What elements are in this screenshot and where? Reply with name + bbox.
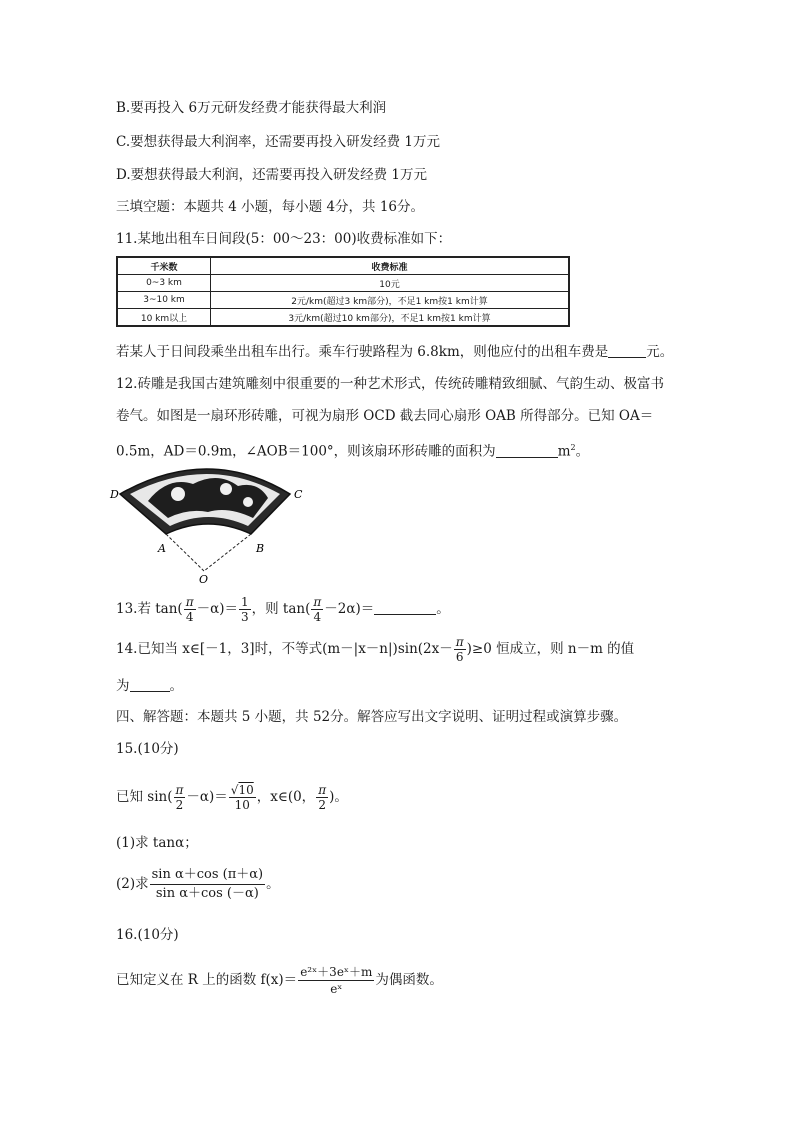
q13: 13.若 tan( $\frac{\pi}{4}$ －α)＝ $\frac{1}{3}$ ，则 tan( $\frac{\pi}{4}$ －2α)＝ 。 [116, 595, 450, 624]
table-cell: 10元 [211, 275, 570, 292]
q16-heading: 16.(10分) [116, 927, 179, 943]
fraction-sqrt10-over-10: $\frac{√10}{10}$ [230, 783, 254, 812]
q15-part-1: (1)求 tanα； [116, 835, 198, 851]
table-row [117, 275, 569, 292]
q11-question: 若某人于日间段乘坐出租车出行。乘车行驶路程为 6.8km，则他应付的出租车费是 元。 [116, 344, 674, 360]
label-a: A [158, 542, 166, 555]
q12-line-1: 12.砖雕是我国古建筑雕刻中很重要的一种艺术形式，传统砖雕精致细腻、气韵生动、极富书 [116, 376, 664, 392]
fraction-pi-over-6: $\frac{\pi}{6}$ [455, 635, 464, 664]
q16-given: 已知定义在 R 上的函数 f(x)＝ $\frac{\text{e²ˣ＋3eˣ＋m}}{\text{eˣ}}$ 为偶函数。 [116, 965, 443, 996]
section-4-title: 四、解答题：本题共 5 小题，共 52分。解答应写出文字说明、证明过程或演算步骤。 [116, 709, 628, 725]
table-header-cell: 千米数 [117, 257, 211, 275]
carving-detail [171, 487, 185, 501]
q15-part-2: (2)求 $\frac{\text{sin α＋cos (π＋α)}}{\text{sin α＋cos (－α)}}$ 。 [116, 867, 280, 901]
label-c: C [294, 488, 303, 501]
fraction-pi-over-4: $\frac{\pi}{4}$ [313, 595, 322, 624]
fraction-trig-expression: $\frac{\text{sin α＋cos (π＋α)}}{\text{sin α＋cos (－α)}}$ [151, 867, 264, 901]
table-cell: 10 km以上 [117, 309, 211, 327]
table-cell: 3元/km(超过10 km部分)，不足1 km按1 km计算 [211, 309, 570, 327]
q15-given: 已知 sin( $\frac{\pi}{2}$ －α)＝ $\frac{√10}{10}$ ，x∈(0， $\frac{\pi}{2}$ )。 [116, 783, 348, 812]
section-3-title: 三填空题：本题共 4 小题，每小题 4分，共 16分。 [116, 199, 425, 215]
q12-line-2: 卷气。如图是一扇环形砖雕，可视为扇形 OCD 截去同心扇形 OAB 所得部分。已知 OA＝ [116, 408, 654, 424]
fan-carving-figure [108, 456, 308, 586]
option-d: D.要想获得最大利润，还需要再投入研发经费 1万元 [116, 167, 428, 183]
table-row [117, 309, 569, 327]
carving-detail [243, 497, 253, 507]
table-header-cell: 收费标准 [211, 257, 570, 275]
table-cell: 2元/km(超过3 km部分)，不足1 km按1 km计算 [211, 292, 570, 309]
answer-blank [374, 600, 436, 615]
q14-line-2: 为 。 [116, 678, 183, 694]
option-b: B.要再投入 6万元研发经费才能获得最大利润 [116, 100, 387, 116]
dashed-radius-ob [204, 534, 251, 571]
fraction-pi-over-2: $\frac{\pi}{2}$ [175, 783, 184, 812]
q14-line-1: 14.已知当 x∈[－1，3]时，不等式(m－|x－n|)sin(2x－ $\frac{\pi}{6}$ )≥0 恒成立，则 n－m 的值 [116, 635, 635, 664]
label-o: O [199, 573, 209, 586]
q15-heading: 15.(10分) [116, 741, 179, 757]
table-header-row [117, 257, 569, 275]
dashed-radius-oa [166, 534, 204, 571]
option-c: C.要想获得最大利润率，还需要再投入研发经费 1万元 [116, 134, 441, 150]
table-cell: 0~3 km [117, 275, 211, 292]
fraction-1-over-3: $\frac{1}{3}$ [240, 595, 249, 624]
answer-blank [130, 677, 170, 692]
table-cell: 3~10 km [117, 292, 211, 309]
q11-intro: 11.某地出租车日间段(5：00～23：00)收费标准如下： [116, 231, 452, 247]
fraction-function: $\frac{\text{e²ˣ＋3eˣ＋m}}{\text{eˣ}}$ [300, 965, 373, 996]
carving-detail [220, 483, 232, 495]
q12-line-3: 0.5m，AD＝0.9m，∠AOB＝100°，则该扇环形砖雕的面积为 $m^2$。 [116, 443, 590, 460]
label-b: B [256, 542, 265, 555]
answer-blank [496, 443, 558, 458]
fraction-pi-over-2: $\frac{\pi}{2}$ [318, 783, 327, 812]
fare-table [116, 256, 570, 327]
fraction-pi-over-4: $\frac{\pi}{4}$ [185, 595, 194, 624]
table-row [117, 292, 569, 309]
answer-blank [608, 343, 646, 358]
label-d: D [110, 488, 119, 501]
